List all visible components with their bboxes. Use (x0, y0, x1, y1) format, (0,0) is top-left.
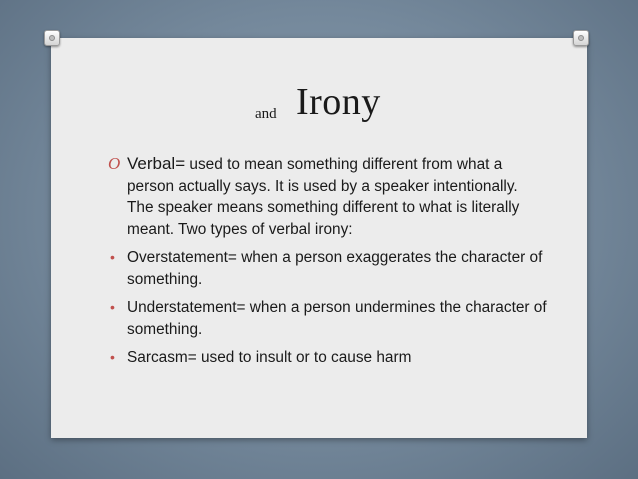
title-small-word: and (255, 106, 277, 122)
bullet-text: used to mean something different from what a person actually says. It is used by a speaker intentionally. The speaker means something different to what is literally meant. Two types of verbal irony: (127, 156, 520, 238)
bullet-text: Overstatement= when a person exaggerates the character of something. (127, 249, 543, 288)
bullet-text: Understatement= when a person undermines the character of something. (127, 299, 547, 338)
bullet-dot-icon: • (110, 349, 115, 365)
bullet-understatement (108, 297, 548, 340)
bullet-text: Sarcasm= used to insult or to cause harm (127, 349, 412, 366)
bullet-overstatement (108, 247, 548, 290)
title-main-word: Irony (296, 81, 381, 123)
pushpin-icon (44, 30, 60, 46)
bullet-dot-icon: • (110, 299, 115, 315)
bullet-verbal (108, 153, 548, 240)
bullet-marker-o: O (108, 154, 121, 173)
bullet-list (108, 153, 548, 376)
bullet-dot-icon: • (110, 249, 115, 265)
bullet-lead-text: Verbal= (127, 154, 186, 173)
pushpin-icon (573, 30, 589, 46)
bullet-sarcasm (108, 347, 548, 369)
